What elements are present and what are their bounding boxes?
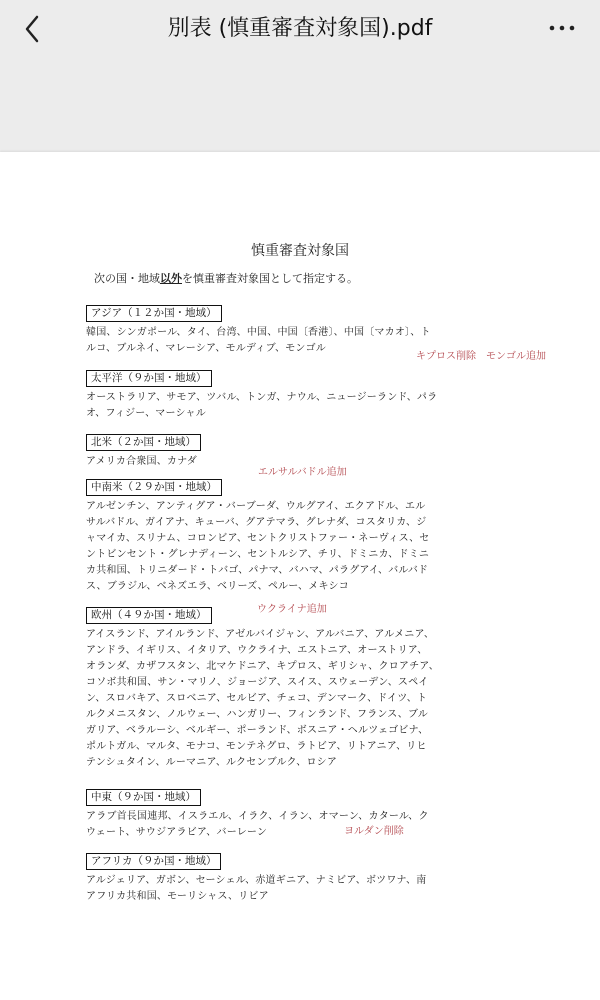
africa-section — [86, 849, 522, 905]
pacific-section — [86, 366, 522, 422]
country-list-africa: アルジェリア、ガボン、セーシェル、赤道ギニア、ナミビア、ボツワナ、南 アフリカ共和国、モーリシャス、リビア — [86, 875, 427, 902]
intro-before: 次の国・地域 — [94, 272, 160, 285]
annotation-latin-america: ウクライナ追加 — [257, 604, 327, 615]
intro-emphasis: 以外 — [160, 272, 182, 285]
region-label-north-america: 北米（２か国・地域） — [86, 434, 201, 451]
pdf-page[interactable] — [0, 152, 600, 1000]
annotation-asia: キプロス削除 モンゴル追加 — [416, 351, 546, 362]
region-label-asia: アジア（１２か国・地域） — [86, 305, 222, 322]
country-list-pacific: オーストラリア、サモア、ツバル、トンガ、ナウル、ニュージーランド、パラ オ、フィジー、マーシャル — [86, 392, 438, 419]
page-heading: 慎重審査対象国 — [251, 243, 349, 259]
latin-america-section — [86, 475, 522, 595]
country-list-north-america: アメリカ合衆国、カナダ — [86, 456, 197, 467]
country-list-europe: アイスランド、アイルランド、アゼルバイジャン、アルバニア、アルメニア、 アンドラ、イギリス、イタリア、ウクライナ、エストニア、オーストリア、 オランダ、カザフスタン、北マケドニア、キプロス、ギリシャ、クロアチア、 コソボ共和国、サン・マリノ、ジョージア、スイス、スウェーデン、スペイ ン、スロバキア、スロベニア、セルビア、チェコ、デンマーク、ドイツ、ト ルクメニスタン、ノルウェー、ハンガリー、フィンランド、フランス、ブル ガリア、ベラルーシ、ベルギー、ポーランド、ボスニア・ヘルツェゴビナ、 ポルトガル、マルタ、モナコ、モンテネグロ、ラトビア、リトアニア、リヒ テンシュタイン、ルーマニア、ルクセンブルク、ロシア — [86, 629, 439, 768]
annotation-north-america: エルサルバドル追加 — [258, 467, 347, 478]
region-label-pacific: 太平洋（９か国・地域） — [86, 370, 212, 387]
intro-after: を慎重審査対象国として指定する。 — [182, 272, 358, 285]
country-list-asia: 韓国、シンガポール、タイ、台湾、中国、中国〔香港〕、中国〔マカオ〕、ト ルコ、ブルネイ、マレーシア、モルディブ、モンゴル — [86, 327, 431, 354]
region-label-latin-america: 中南米（２９か国・地域） — [86, 479, 222, 496]
annotation-middle-east: ヨルダン削除 — [344, 826, 404, 837]
top-bar — [0, 0, 600, 152]
country-list-middle-east: アラブ首長国連邦、イスラエル、イラク、イラン、オマーン、カタール、ク ウェート、サウジアラビア、バーレーン — [86, 811, 429, 838]
country-list-latin-america: アルゼンチン、アンティグア・バーブーダ、ウルグアイ、エクアドル、エル サルバドル、ガイアナ、キューバ、グアテマラ、グレナダ、コスタリカ、ジ ャマイカ、スリナム、コロンビア、セントクリストファー・ネーヴィス、セ ントビンセント・グレナディーン、セントルシア、チリ、ドミニカ、ドミニ カ共和国、トリニダード・トバゴ、パナマ、バハマ、パラグアイ、バルバド ス、ブラジル、ベネズエラ、ベリーズ、ペルー、メキシコ — [86, 501, 430, 592]
middle-east-section — [86, 785, 522, 841]
chevron-left-icon[interactable] — [16, 12, 50, 46]
region-label-europe: 欧州（４９か国・地域） — [86, 607, 212, 624]
ellipsis-horizontal-icon[interactable] — [545, 16, 579, 40]
region-label-middle-east: 中東（９か国・地域） — [86, 789, 201, 806]
region-label-africa: アフリカ（９か国・地域） — [86, 853, 221, 870]
europe-section — [86, 603, 522, 771]
document-title: 別表 (慎重審査対象国).pdf — [167, 16, 433, 41]
intro-text — [94, 270, 524, 286]
